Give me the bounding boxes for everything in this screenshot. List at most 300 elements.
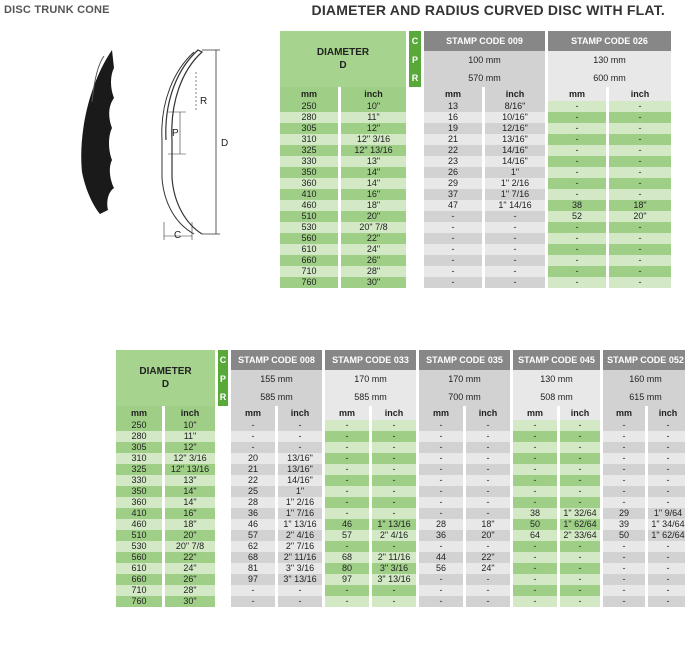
stamp-inch-cell: 1" 14/16: [485, 200, 545, 211]
stamp-mm-cell: -: [424, 255, 482, 266]
stamp-inch-cell: -: [372, 596, 416, 607]
stamp-mm-cell: -: [513, 453, 557, 464]
stamp-inch-cell: -: [609, 145, 671, 156]
stamp-mm-cell: -: [325, 585, 369, 596]
diameter-mm-cell: 710: [116, 585, 162, 596]
stamp-mm-cell: 57: [231, 530, 275, 541]
stamp-mm-cell: 22: [231, 475, 275, 486]
stamp-mm-cell: 29: [424, 178, 482, 189]
col-header-mm: mm: [603, 406, 645, 420]
stamp-inch-cell: 18": [466, 519, 510, 530]
stamp-inch-cell: -: [609, 233, 671, 244]
col-header-inch: inch: [466, 406, 510, 420]
diameter-inch-cell: 18": [341, 200, 406, 211]
stamp-inch-cell: 1": [278, 486, 322, 497]
stamp-mm-cell: -: [231, 585, 275, 596]
stamp-inch-cell: 14/16": [278, 475, 322, 486]
stamp-inch-cell: -: [372, 420, 416, 431]
stamp-mm-cell: 52: [548, 211, 606, 222]
stamp-inch-cell: 3" 13/16: [372, 574, 416, 585]
stamp-inch-cell: -: [560, 596, 600, 607]
diameter-sub-label: D: [161, 379, 170, 390]
stamp-inch-cell: 22": [466, 552, 510, 563]
stamp-mm-cell: 25: [231, 486, 275, 497]
diameter-inch-cell: 22": [165, 552, 215, 563]
col-header-inch: inch: [485, 87, 545, 101]
col-header-mm: mm: [513, 406, 557, 420]
label-d: D: [221, 138, 229, 149]
diameter-inch-cell: 10": [341, 101, 406, 112]
row-letter: P: [409, 51, 421, 69]
diameter-mm-cell: 660: [280, 255, 338, 266]
stamp-table-top: [280, 31, 671, 288]
stamp-inch-cell: -: [466, 497, 510, 508]
stamp-mm-cell: 39: [603, 519, 645, 530]
diameter-inch-cell: 20" 7/8: [165, 541, 215, 552]
stamp-inch-cell: -: [560, 552, 600, 563]
stamp-inch-cell: 18": [609, 200, 671, 211]
stamp-mm-cell: -: [603, 486, 645, 497]
stamp-mm-cell: -: [424, 277, 482, 288]
stamp-inch-cell: -: [609, 156, 671, 167]
diameter-mm-cell: 510: [280, 211, 338, 222]
stamp-mm-cell: -: [603, 552, 645, 563]
stamp-mm-cell: 36: [419, 530, 463, 541]
diameter-inch-cell: 22": [341, 233, 406, 244]
stamp-mm-cell: 37: [424, 189, 482, 200]
stamp-inch-cell: -: [466, 585, 510, 596]
diameter-mm-cell: 560: [116, 552, 162, 563]
stamp-mm-cell: -: [548, 222, 606, 233]
stamp-inch-cell: -: [648, 596, 685, 607]
stamp-mm-cell: -: [419, 585, 463, 596]
diameter-inch-cell: 26": [341, 255, 406, 266]
stamp-inch-cell: -: [609, 277, 671, 288]
diameter-inch-cell: 12" 13/16: [165, 464, 215, 475]
stamp-inch-cell: -: [609, 112, 671, 123]
col-header-inch: inch: [165, 406, 215, 420]
diameter-mm-cell: 610: [116, 563, 162, 574]
stamp-mm-cell: -: [424, 266, 482, 277]
stamp-inch-cell: 1" 62/64: [560, 519, 600, 530]
stamp-inch-cell: -: [560, 574, 600, 585]
diameter-inch-cell: 12" 13/16: [341, 145, 406, 156]
label-r: R: [200, 96, 208, 107]
stamp-mm-cell: 13: [424, 101, 482, 112]
stamp-inch-cell: 12/16": [485, 123, 545, 134]
diameter-sub-label: D: [339, 60, 347, 71]
stamp-inch-cell: 1" 9/64: [648, 508, 685, 519]
stamp-mm-cell: 38: [513, 508, 557, 519]
stamp-r-value: 585 mm: [231, 388, 322, 406]
diameter-inch-cell: 13": [341, 156, 406, 167]
diameter-mm-cell: 410: [280, 189, 338, 200]
stamp-mm-cell: 38: [548, 200, 606, 211]
stamp-mm-cell: -: [419, 541, 463, 552]
diameter-mm-cell: 325: [280, 145, 338, 156]
col-header-mm: mm: [116, 406, 162, 420]
stamp-mm-cell: -: [513, 541, 557, 552]
stamp-mm-cell: 26: [424, 167, 482, 178]
stamp-inch-cell: -: [560, 464, 600, 475]
stamp-mm-cell: -: [419, 431, 463, 442]
stamp-inch-cell: -: [648, 563, 685, 574]
stamp-mm-cell: -: [513, 552, 557, 563]
row-letter: R: [218, 388, 228, 406]
stamp-inch-cell: -: [560, 431, 600, 442]
col-header-inch: inch: [341, 87, 406, 101]
stamp-inch-cell: -: [372, 585, 416, 596]
stamp-mm-cell: -: [231, 431, 275, 442]
stamp-mm-cell: -: [513, 574, 557, 585]
stamp-mm-cell: -: [419, 420, 463, 431]
stamp-mm-cell: -: [325, 497, 369, 508]
diameter-inch-cell: 16": [341, 189, 406, 200]
stamp-mm-cell: -: [325, 464, 369, 475]
stamp-mm-cell: -: [419, 596, 463, 607]
stamp-inch-cell: -: [466, 596, 510, 607]
stamp-inch-cell: -: [372, 442, 416, 453]
stamp-mm-cell: 80: [325, 563, 369, 574]
stamp-inch-cell: -: [609, 178, 671, 189]
diameter-inch-cell: 14": [165, 486, 215, 497]
stamp-mm-cell: -: [424, 211, 482, 222]
diameter-mm-cell: 310: [280, 134, 338, 145]
stamp-inch-cell: -: [560, 442, 600, 453]
stamp-mm-cell: 56: [419, 563, 463, 574]
stamp-inch-cell: 1" 7/16: [485, 189, 545, 200]
stamp-inch-cell: -: [466, 464, 510, 475]
stamp-mm-cell: -: [325, 431, 369, 442]
stamp-mm-cell: -: [548, 167, 606, 178]
stamp-mm-cell: 19: [424, 123, 482, 134]
stamp-inch-cell: 1" 32/64: [560, 508, 600, 519]
diameter-label: DIAMETER: [316, 47, 370, 58]
stamp-inch-cell: 1" 2/16: [485, 178, 545, 189]
col-header-inch: inch: [372, 406, 416, 420]
diameter-inch-cell: 24": [341, 244, 406, 255]
stamp-mm-cell: 20: [231, 453, 275, 464]
stamp-mm-cell: 50: [513, 519, 557, 530]
diameter-mm-cell: 760: [280, 277, 338, 288]
stamp-inch-cell: -: [609, 123, 671, 134]
stamp-mm-cell: -: [419, 574, 463, 585]
stamp-mm-cell: -: [603, 563, 645, 574]
stamp-mm-cell: -: [419, 486, 463, 497]
diameter-inch-cell: 14": [341, 167, 406, 178]
diameter-mm-cell: 305: [280, 123, 338, 134]
stamp-inch-cell: -: [609, 222, 671, 233]
stamp-inch-cell: -: [372, 508, 416, 519]
diameter-inch-cell: 30": [165, 596, 215, 607]
stamp-inch-cell: -: [372, 464, 416, 475]
stamp-mm-cell: -: [325, 508, 369, 519]
stamp-inch-cell: -: [648, 442, 685, 453]
diameter-label: DIAMETER: [139, 366, 192, 377]
diameter-header: [116, 350, 215, 406]
stamp-p-value: 170 mm: [325, 370, 416, 388]
stamp-mm-cell: -: [548, 123, 606, 134]
stamp-inch-cell: -: [648, 420, 685, 431]
diameter-inch-cell: 24": [165, 563, 215, 574]
stamp-inch-cell: -: [648, 552, 685, 563]
diameter-mm-cell: 510: [116, 530, 162, 541]
stamp-mm-cell: 44: [419, 552, 463, 563]
stamp-mm-cell: -: [419, 442, 463, 453]
diameter-inch-cell: 26": [165, 574, 215, 585]
stamp-inch-cell: -: [372, 453, 416, 464]
stamp-inch-cell: 13/16": [278, 453, 322, 464]
stamp-mm-cell: -: [419, 464, 463, 475]
stamp-r-value: 615 mm: [603, 388, 685, 406]
diameter-inch-cell: 12": [341, 123, 406, 134]
stamp-mm-cell: -: [603, 596, 645, 607]
stamp-inch-cell: -: [560, 563, 600, 574]
col-header-mm: mm: [325, 406, 369, 420]
stamp-mm-cell: 57: [325, 530, 369, 541]
stamp-mm-cell: 22: [424, 145, 482, 156]
stamp-mm-cell: 46: [325, 519, 369, 530]
stamp-inch-cell: -: [485, 233, 545, 244]
stamp-mm-cell: -: [325, 453, 369, 464]
stamp-code-header: STAMP CODE 026: [548, 31, 671, 51]
stamp-mm-cell: -: [231, 596, 275, 607]
diameter-inch-cell: 20": [341, 211, 406, 222]
stamp-inch-cell: 2" 4/16: [278, 530, 322, 541]
stamp-inch-cell: -: [278, 442, 322, 453]
diameter-mm-cell: 350: [116, 486, 162, 497]
stamp-mm-cell: -: [513, 563, 557, 574]
disc-silhouette: [81, 50, 114, 214]
stamp-inch-cell: 1" 34/64: [648, 519, 685, 530]
stamp-mm-cell: -: [424, 222, 482, 233]
stamp-inch-cell: -: [560, 420, 600, 431]
stamp-mm-cell: -: [548, 266, 606, 277]
diameter-mm-cell: 280: [280, 112, 338, 123]
stamp-inch-cell: -: [560, 541, 600, 552]
stamp-inch-cell: 20": [609, 211, 671, 222]
diameter-mm-cell: 350: [280, 167, 338, 178]
stamp-inch-cell: -: [466, 442, 510, 453]
stamp-code-header: STAMP CODE 008: [231, 350, 322, 370]
stamp-mm-cell: 47: [424, 200, 482, 211]
stamp-inch-cell: 14/16": [485, 156, 545, 167]
stamp-mm-cell: -: [548, 244, 606, 255]
stamp-mm-cell: -: [603, 475, 645, 486]
stamp-inch-cell: -: [560, 486, 600, 497]
stamp-table-bottom: [116, 350, 685, 607]
stamp-mm-cell: 97: [231, 574, 275, 585]
stamp-inch-cell: -: [372, 486, 416, 497]
stamp-inch-cell: -: [648, 541, 685, 552]
stamp-mm-cell: -: [548, 277, 606, 288]
row-letter: P: [218, 370, 228, 388]
diameter-mm-cell: 560: [280, 233, 338, 244]
diameter-inch-cell: 28": [165, 585, 215, 596]
stamp-mm-cell: 62: [231, 541, 275, 552]
stamp-mm-cell: -: [424, 244, 482, 255]
stamp-inch-cell: -: [609, 255, 671, 266]
stamp-mm-cell: -: [548, 255, 606, 266]
diameter-mm-cell: 310: [116, 453, 162, 464]
label-c: C: [174, 230, 182, 241]
stamp-inch-cell: -: [372, 475, 416, 486]
diameter-header: [280, 31, 406, 87]
disc-diagram: [68, 42, 240, 242]
stamp-mm-cell: -: [548, 145, 606, 156]
stamp-mm-cell: -: [548, 178, 606, 189]
stamp-inch-cell: -: [278, 420, 322, 431]
stamp-inch-cell: 2" 7/16: [278, 541, 322, 552]
stamp-r-value: 585 mm: [325, 388, 416, 406]
stamp-inch-cell: -: [466, 574, 510, 585]
col-header-mm: mm: [231, 406, 275, 420]
diameter-mm-cell: 325: [116, 464, 162, 475]
stamp-inch-cell: 2" 11/16: [278, 552, 322, 563]
stamp-mm-cell: -: [513, 475, 557, 486]
diameter-inch-cell: 13": [165, 475, 215, 486]
stamp-p-value: 130 mm: [548, 51, 671, 69]
col-header-inch: inch: [278, 406, 322, 420]
stamp-mm-cell: 36: [231, 508, 275, 519]
stamp-mm-cell: -: [325, 486, 369, 497]
stamp-r-value: 570 mm: [424, 69, 545, 87]
stamp-inch-cell: -: [466, 541, 510, 552]
stamp-mm-cell: -: [419, 497, 463, 508]
stamp-inch-cell: 13/16": [485, 134, 545, 145]
stamp-p-value: 130 mm: [513, 370, 600, 388]
stamp-mm-cell: 50: [603, 530, 645, 541]
diameter-mm-cell: 250: [280, 101, 338, 112]
disc-drawing: [68, 42, 240, 242]
stamp-mm-cell: -: [603, 574, 645, 585]
stamp-inch-cell: -: [278, 431, 322, 442]
stamp-inch-cell: 1" 13/16: [372, 519, 416, 530]
stamp-inch-cell: -: [485, 211, 545, 222]
diameter-mm-cell: 410: [116, 508, 162, 519]
stamp-inch-cell: -: [648, 497, 685, 508]
stamp-inch-cell: -: [609, 167, 671, 178]
stamp-inch-cell: -: [485, 266, 545, 277]
stamp-mm-cell: -: [603, 442, 645, 453]
stamp-inch-cell: -: [609, 101, 671, 112]
stamp-p-value: 100 mm: [424, 51, 545, 69]
stamp-mm-cell: -: [419, 508, 463, 519]
col-header-mm: mm: [419, 406, 463, 420]
diameter-mm-cell: 530: [280, 222, 338, 233]
col-header-mm: mm: [424, 87, 482, 101]
stamp-p-value: 155 mm: [231, 370, 322, 388]
stamp-mm-cell: -: [419, 453, 463, 464]
stamp-inch-cell: -: [466, 508, 510, 519]
stamp-inch-cell: 2" 4/16: [372, 530, 416, 541]
stamp-inch-cell: 8/16": [485, 101, 545, 112]
stamp-mm-cell: -: [325, 596, 369, 607]
diameter-inch-cell: 30": [341, 277, 406, 288]
stamp-inch-cell: 3" 3/16: [278, 563, 322, 574]
stamp-code-header: STAMP CODE 052: [603, 350, 685, 370]
stamp-mm-cell: 97: [325, 574, 369, 585]
stamp-code-header: STAMP CODE 009: [424, 31, 545, 51]
stamp-inch-cell: 14/16": [485, 145, 545, 156]
stamp-mm-cell: 64: [513, 530, 557, 541]
stamp-inch-cell: 1" 7/16: [278, 508, 322, 519]
stamp-inch-cell: -: [485, 255, 545, 266]
diameter-mm-cell: 305: [116, 442, 162, 453]
stamp-mm-cell: -: [548, 112, 606, 123]
stamp-mm-cell: -: [603, 464, 645, 475]
stamp-mm-cell: -: [603, 420, 645, 431]
page-title-left: DISC TRUNK CONE: [4, 4, 110, 16]
stamp-inch-cell: -: [466, 453, 510, 464]
stamp-mm-cell: -: [513, 596, 557, 607]
stamp-inch-cell: 20": [466, 530, 510, 541]
stamp-p-value: 170 mm: [419, 370, 510, 388]
stamp-inch-cell: -: [560, 453, 600, 464]
stamp-inch-cell: -: [648, 431, 685, 442]
stamp-p-value: 160 mm: [603, 370, 685, 388]
diameter-inch-cell: 20" 7/8: [341, 222, 406, 233]
diameter-inch-cell: 16": [165, 508, 215, 519]
stamp-inch-cell: 1" 2/16: [278, 497, 322, 508]
diameter-inch-cell: 12": [165, 442, 215, 453]
stamp-mm-cell: -: [513, 431, 557, 442]
stamp-inch-cell: 1" 13/16: [278, 519, 322, 530]
col-header-mm: mm: [548, 87, 606, 101]
stamp-inch-cell: -: [485, 244, 545, 255]
stamp-inch-cell: -: [466, 431, 510, 442]
diameter-mm-cell: 660: [116, 574, 162, 585]
stamp-inch-cell: 1": [485, 167, 545, 178]
stamp-inch-cell: -: [560, 585, 600, 596]
stamp-inch-cell: 24": [466, 563, 510, 574]
diameter-mm-cell: 760: [116, 596, 162, 607]
stamp-mm-cell: -: [424, 233, 482, 244]
stamp-mm-cell: -: [548, 134, 606, 145]
stamp-mm-cell: -: [548, 189, 606, 200]
diameter-inch-cell: 11": [165, 431, 215, 442]
diameter-inch-cell: 12" 3/16: [341, 134, 406, 145]
diameter-mm-cell: 360: [116, 497, 162, 508]
stamp-mm-cell: -: [513, 585, 557, 596]
stamp-code-header: STAMP CODE 033: [325, 350, 416, 370]
stamp-mm-cell: -: [513, 486, 557, 497]
diameter-inch-cell: 20": [165, 530, 215, 541]
stamp-mm-cell: -: [603, 497, 645, 508]
stamp-mm-cell: -: [419, 475, 463, 486]
stamp-mm-cell: 68: [325, 552, 369, 563]
stamp-inch-cell: -: [609, 134, 671, 145]
stamp-mm-cell: 23: [424, 156, 482, 167]
diameter-inch-cell: 12" 3/16: [165, 453, 215, 464]
stamp-inch-cell: -: [560, 497, 600, 508]
diameter-mm-cell: 250: [116, 420, 162, 431]
stamp-inch-cell: -: [648, 475, 685, 486]
col-header-mm: mm: [280, 87, 338, 101]
stamp-mm-cell: -: [513, 442, 557, 453]
stamp-mm-cell: 16: [424, 112, 482, 123]
stamp-mm-cell: -: [548, 233, 606, 244]
stamp-mm-cell: -: [325, 420, 369, 431]
stamp-inch-cell: 2" 11/16: [372, 552, 416, 563]
stamp-mm-cell: 21: [231, 464, 275, 475]
diameter-mm-cell: 460: [116, 519, 162, 530]
diameter-inch-cell: 14": [341, 178, 406, 189]
stamp-inch-cell: 2" 33/64: [560, 530, 600, 541]
stamp-inch-cell: -: [648, 464, 685, 475]
diameter-inch-cell: 11": [341, 112, 406, 123]
stamp-r-value: 700 mm: [419, 388, 510, 406]
